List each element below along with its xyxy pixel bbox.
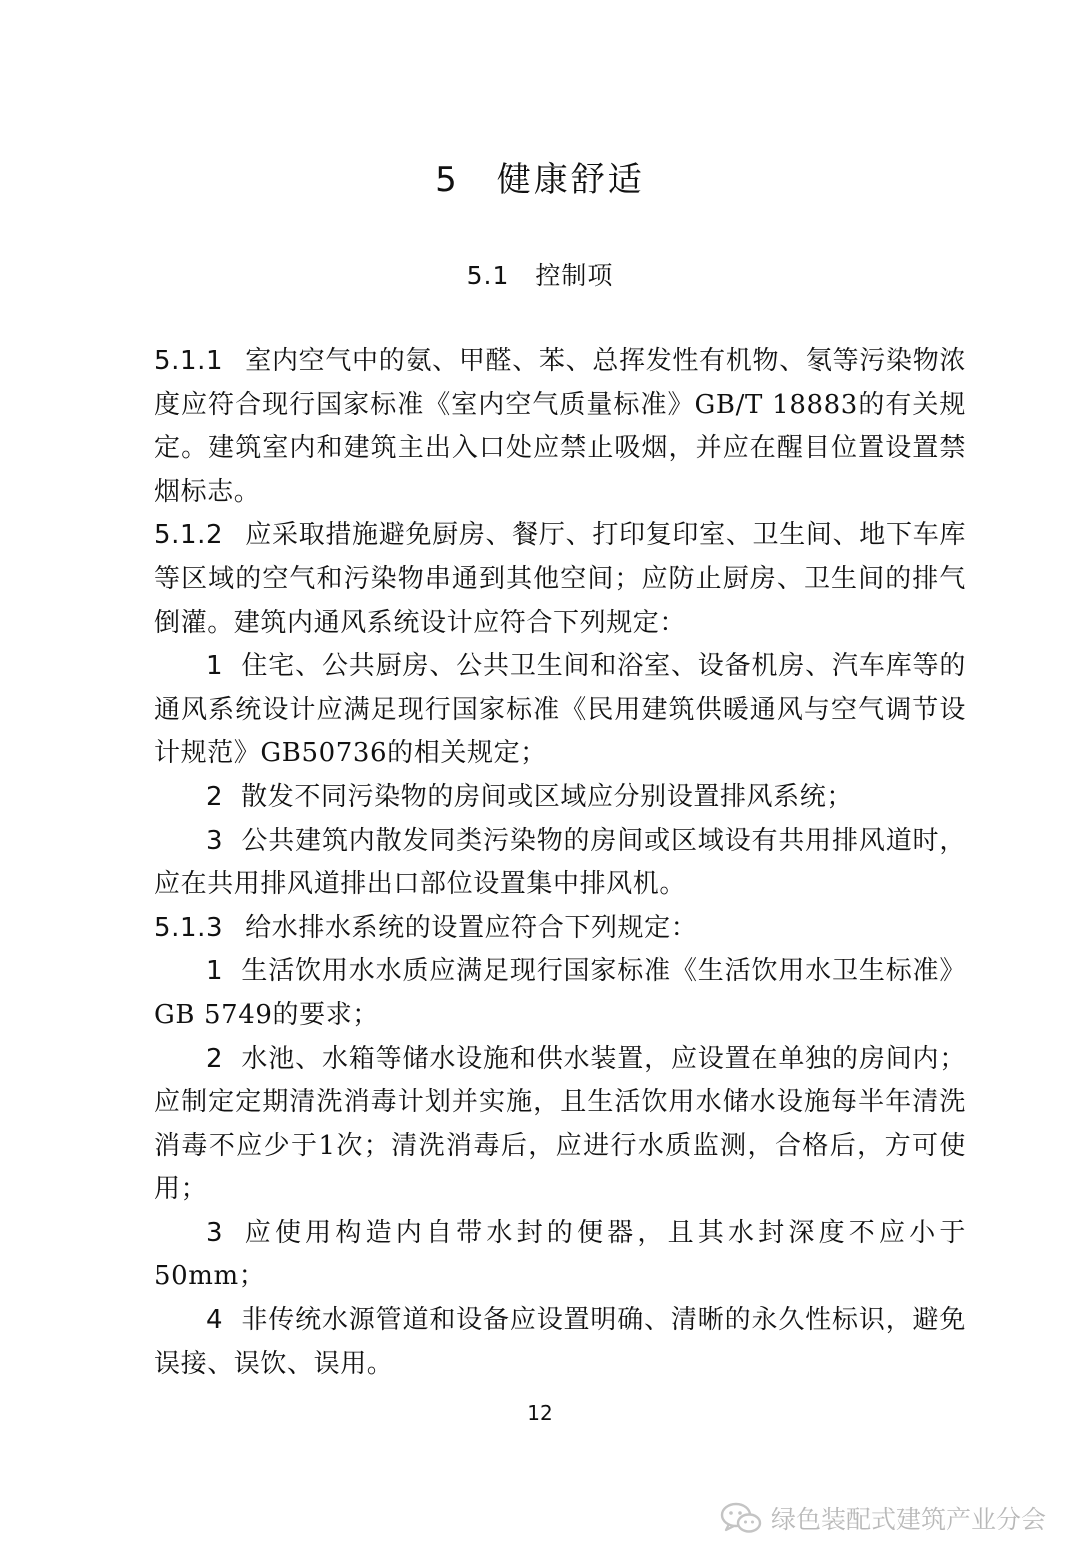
item-number: 1 bbox=[206, 956, 224, 987]
clause-5-1-2-item-1 bbox=[154, 645, 966, 776]
clause-5-1-3-item-3 bbox=[154, 1212, 966, 1299]
clause-text: 给水排水系统的设置应符合下列规定： bbox=[245, 912, 698, 943]
watermark-text: 绿色装配式建筑产业分会 bbox=[770, 1505, 1046, 1534]
clause-5-1-3-item-2 bbox=[154, 1038, 966, 1212]
clause-5-1-3 bbox=[154, 907, 966, 951]
chapter-title: 5 健康舒适 bbox=[435, 160, 645, 200]
wechat-icon bbox=[719, 1500, 763, 1536]
clause-5-1-3-item-4 bbox=[154, 1299, 966, 1386]
item-text: 水池、水箱等储水设施和供水装置，应设置在单独的房间内；应制定定期清洗消毒计划并实施，且生活饮用水储水设施每半年清洗消毒不应少于1次；清洗消毒后，应进行水质监测，合格后，方可使用； bbox=[154, 1043, 966, 1205]
item-number: 2 bbox=[206, 781, 224, 812]
document-body bbox=[154, 340, 966, 1386]
item-number: 4 bbox=[206, 1305, 224, 1336]
clause-5-1-2-item-3 bbox=[154, 820, 966, 907]
item-text: 散发不同污染物的房间或区域应分别设置排风系统； bbox=[241, 781, 853, 812]
clause-5-1-1 bbox=[154, 340, 966, 514]
clause-number: 5.1.3 bbox=[154, 912, 224, 943]
page-number: 12 bbox=[527, 1401, 553, 1425]
clause-number: 5.1.1 bbox=[154, 346, 224, 376]
item-text: 应使用构造内自带水封的便器，且其水封深度不应小于50mm； bbox=[154, 1217, 966, 1292]
item-number: 3 bbox=[206, 825, 224, 856]
item-text: 公共建筑内散发同类污染物的房间或区域设有共用排风道时，应在共用排风道排出口部位设置集中排风机。 bbox=[154, 825, 966, 900]
clause-5-1-3-item-1 bbox=[154, 950, 966, 1037]
watermark bbox=[719, 1500, 1046, 1536]
item-text: 非传统水源管道和设备应设置明确、清晰的永久性标识，避免误接、误饮、误用。 bbox=[154, 1305, 966, 1379]
item-number: 1 bbox=[206, 651, 224, 682]
item-text: 生活饮用水水质应满足现行国家标准《生活饮用水卫生标准》GB 5749的要求； bbox=[154, 956, 966, 1030]
clause-text: 应采取措施避免厨房、餐厅、打印复印室、卫生间、地下车库等区域的空气和污染物串通到其他空间；应防止厨房、卫生间的排气倒灌。建筑内通风系统设计应符合下列规定： bbox=[154, 520, 966, 638]
clause-5-1-2-item-2 bbox=[154, 776, 966, 820]
item-number: 2 bbox=[206, 1043, 224, 1074]
clause-text: 室内空气中的氨、甲醛、苯、总挥发性有机物、氡等污染物浓度应符合现行国家标准《室内空气质量标准》GB/T 18883的有关规定。建筑室内和建筑主出入口处应禁止吸烟，并应在醒目位置设置禁烟标志。 bbox=[154, 346, 966, 507]
clause-5-1-2 bbox=[154, 514, 966, 645]
item-text: 住宅、公共厨房、公共卫生间和浴室、设备机房、汽车库等的通风系统设计应满足现行国家标准《民用建筑供暖通风与空气调节设计规范》GB50736的相关规定； bbox=[154, 651, 966, 769]
clause-number: 5.1.2 bbox=[154, 520, 224, 551]
item-number: 3 bbox=[206, 1217, 224, 1248]
section-title: 5.1 控制项 bbox=[466, 261, 614, 290]
